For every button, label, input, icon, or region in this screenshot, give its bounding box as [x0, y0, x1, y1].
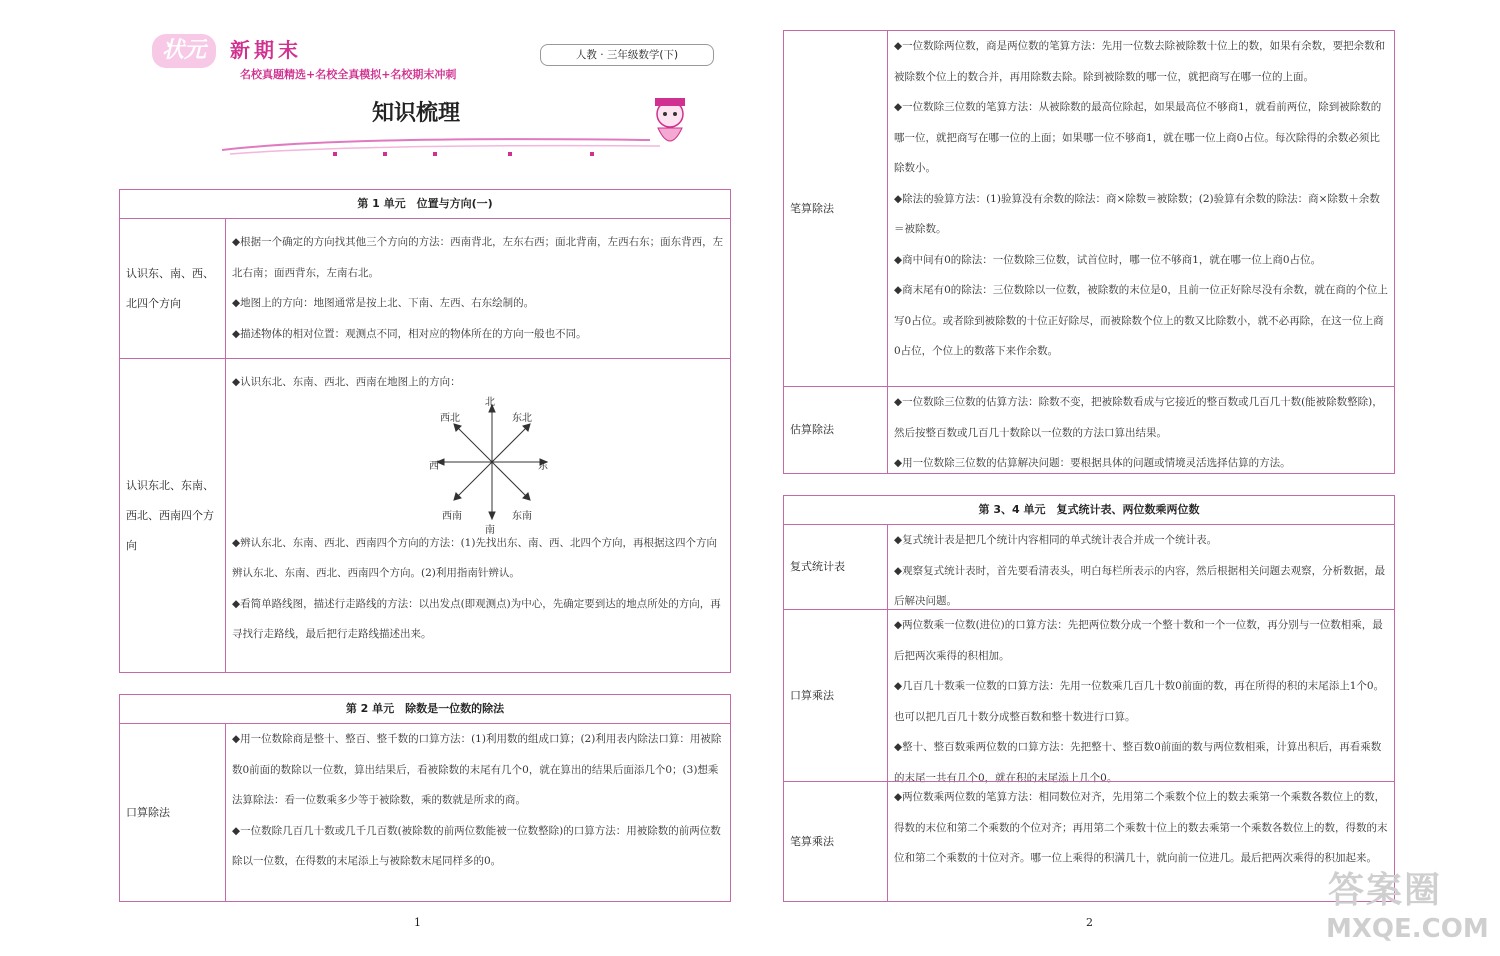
unit34-table [783, 495, 1395, 902]
bullet-line: ◆看简单路线图，描述行走路线的方法：以出发点(即观测点)为中心，先确定要到达的地点所处的方向，再寻找行走路线，最后把行走路线描述出来。 [232, 597, 721, 640]
unit34-row-oral-multiply [784, 609, 1394, 782]
bullet-line: ◆两位数乘一位数(进位)的口算方法：先把两位数分成一个整十数和一个一位数，再分别与一位数相乘，最后把两次乘得的积相加。 [894, 619, 1383, 662]
unit2-table [119, 694, 731, 902]
bullet-line: ◆两位数乘两位数的笔算方法：相同数位对齐，先用第二个乘数个位上的数去乘第一个乘数各数位上的数，得数的末位和第二个乘数的个位对齐；再用第二个乘数十位上的数去乘第一个乘数各数位上的数，得数的末位和第二个乘数的十位对齐。哪一位上乘得的积满几十，就向前一位进几。最后把两次乘得的积加起来。 [894, 791, 1388, 864]
watermark-logo: 答案圈 [1328, 870, 1443, 911]
unit1-title: 第 1 单元 位置与方向(一) [120, 190, 730, 219]
unit1-table [119, 189, 731, 673]
bullet-line: ◆一位数除三位数的笔算方法：从被除数的最高位除起，如果最高位不够商1，就看前两位，除到被除数的哪一位，就把商写在哪一位的上面；如果哪一位不够商1，就在哪一位上商0占位。每次除得的余数必须比除数小。 [894, 101, 1382, 174]
row-label: 口算乘法 [784, 610, 888, 782]
bullet-line: ◆复式统计表是把几个统计内容相同的单式统计表合并成一个统计表。 [894, 534, 1218, 546]
unit2-row-oral-division [120, 724, 730, 901]
row-label: 认识东、南、西、北四个方向 [120, 219, 226, 358]
compass-sw-label: 西南 [442, 510, 462, 522]
unit2-row-written-division [784, 31, 1394, 386]
row-content [888, 610, 1394, 782]
compass-south-label: 南 [485, 524, 495, 536]
unit2-continued-table [783, 30, 1395, 474]
compass-nw-label: 西北 [440, 412, 460, 424]
row-label: 复式统计表 [784, 525, 888, 609]
mascot-icon [640, 92, 700, 162]
watermark-url: MXQE.COM [1326, 914, 1489, 944]
bullet-line: ◆商中间有0的除法：一位数除三位数，试首位时，哪一位不够商1，就在哪一位上商0占位。 [894, 253, 1322, 266]
row-label: 估算除法 [784, 387, 888, 473]
bullet-line: ◆一位数除三位数的估算方法：除数不变，把被除数看成与它接近的整百数或几百几十数(能被除数整除)，然后按整百数或几百几十数除以一位数的方法口算出结果。 [894, 396, 1383, 439]
brand-subtitle: 名校真题精选+名校全真模拟+名校期末冲刺 [240, 68, 457, 81]
bullet-line: ◆根据一个确定的方向找其他三个方向的方法：西南背北，左东右西；面北背南，左西右东；面东背西，左北右南；面西背东，左南右北。 [232, 236, 724, 279]
bullet-line: ◆观察复式统计表时，首先要看清表头，明白每栏所表示的内容，然后根据相关问题去观察，分析数据，最后解决问题。 [894, 564, 1386, 607]
unit2-title: 第 2 单元 除数是一位数的除法 [120, 695, 730, 724]
page-number-right: 2 [1086, 916, 1093, 929]
row-content [888, 525, 1394, 609]
row-label: 认识东北、东南、西北、西南四个方向 [120, 359, 226, 672]
logo-text: 状元 [161, 38, 206, 63]
compass-se-label: 东南 [512, 510, 532, 522]
bullet-line: ◆用一位数除三位数的估算解决问题：要根据具体的问题或情境灵活选择估算的方法。 [894, 457, 1291, 469]
row-label: 笔算乘法 [784, 782, 888, 901]
bullet-line: ◆除法的验算方法：(1)验算没有余数的除法：商×除数＝被除数；(2)验算有余数的除法：商×除数＋余数＝被除数。 [894, 192, 1380, 235]
compass-north-label: 北 [485, 396, 495, 408]
bullet-line: ◆用一位数除商是整十、整百、整千数的口算方法：(1)利用数的组成口算；(2)利用表内除法口算：用被除数0前面的数除以一位数，算出结果后，看被除数的末尾有几个0，就在算出的结果后面添几个0；(3)想乘法算除法：看一位数乘多少等于被除数，乘的数就是所求的商。 [232, 733, 722, 806]
row-label: 口算除法 [120, 724, 226, 901]
compass-west-label: 西 [429, 460, 439, 472]
brand-name: 新期末 [230, 38, 302, 62]
bullet-line: ◆一位数除几百几十数或几千几百数(被除数的前两位数能被一位数整除)的口算方法：用被除数的前两位数除以一位数，在得数的末尾添上与被除数末尾同样多的0。 [232, 824, 721, 867]
compass-diagram [232, 396, 724, 536]
bullet-line: ◆描述物体的相对位置：观测点不同，相对应的物体所在的方向一般也不同。 [232, 327, 587, 340]
title-decoration [220, 118, 710, 160]
row-content [888, 782, 1394, 901]
bullet-line: ◆商末尾有0的除法：三位数除以一位数，被除数的末位是0，且前一位正好除尽没有余数，就在商的个位上写0占位。或者除到被除数的十位正好除尽，而被除数个位上的数又比除数小，就不必再除，在这一位上商0占位，个位上的数落下来作余数。 [894, 284, 1388, 357]
page-title: 知识梳理 [372, 100, 461, 126]
row-content [226, 724, 730, 901]
unit1-row-cardinal [120, 219, 730, 358]
unit34-row-compound-table [784, 525, 1394, 609]
row-content [226, 219, 730, 358]
compass-east-label: 东 [538, 460, 548, 472]
unit1-row-intercardinal [120, 358, 730, 672]
bullet-line: ◆一位数除两位数，商是两位数的笔算方法：先用一位数去除被除数十位上的数，如果有余数，要把余数和被除数个位上的数合并，再用除数去除。除到被除数的哪一位，就把商写在哪一位的上面。 [894, 40, 1386, 83]
compass-ne-label: 东北 [512, 412, 532, 424]
row-content [226, 359, 730, 672]
bullet-line: ◆整十、整百数乘两位数的口算方法：先把整十、整百数0前面的数与两位数相乘，计算出积后，再看乘数的末尾一共有几个0，就在积的末尾添上几个0。 [894, 741, 1382, 784]
bullet-line: ◆辨认东北、东南、西北、西南四个方向的方法：(1)先找出东、南、西、北四个方向，再根据这四个方向辨认东北、东南、西北、西南四个方向。(2)利用指南针辨认。 [232, 536, 717, 579]
page-number-left: 1 [414, 916, 421, 929]
logo-badge [152, 34, 216, 68]
unit34-title: 第 3、4 单元 复式统计表、两位数乘两位数 [784, 496, 1394, 525]
unit34-row-written-multiply [784, 781, 1394, 901]
bullet-line: ◆几百几十数乘一位数的口算方法：先用一位数乘几百几十数0前面的数，再在所得的积的末尾添上1个0。也可以把几百几十数分成整百数和整十数进行口算。 [894, 680, 1385, 723]
unit2-row-estimate-division [784, 386, 1394, 473]
bullet-line: ◆认识东北、东南、西北、西南在地图上的方向： [232, 376, 461, 388]
row-content [888, 387, 1394, 473]
edition-tag: 人教 · 三年级数学(下) [540, 44, 714, 66]
row-content [888, 31, 1394, 386]
row-label: 笔算除法 [784, 31, 888, 386]
bullet-line: ◆地图上的方向：地图通常是按上北、下南、左西、右东绘制的。 [232, 297, 535, 309]
